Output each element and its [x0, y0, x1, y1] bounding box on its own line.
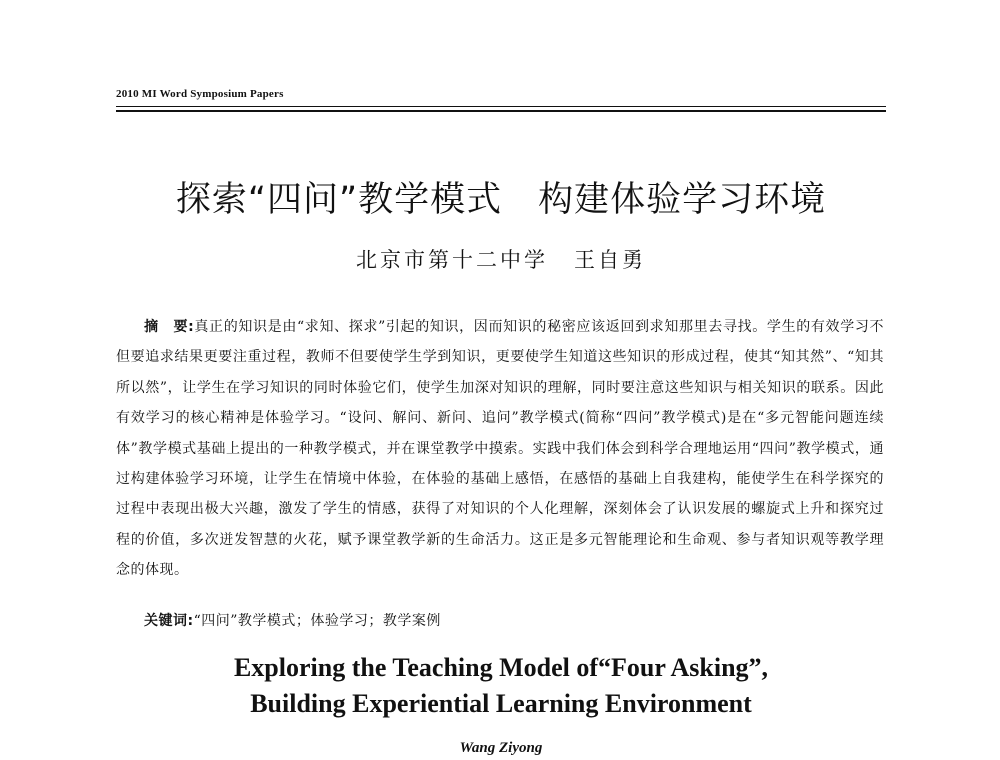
- abstract-label: 摘 要:: [144, 319, 195, 335]
- author-name-chinese: 王自勇: [574, 248, 646, 272]
- title-en-line-1: Exploring the Teaching Model of“Four Asking”,: [233, 653, 769, 682]
- header-rule-thick: [116, 110, 886, 112]
- header-rule-thin: [116, 106, 886, 107]
- paper-title-english: [116, 650, 886, 722]
- running-header: 2010 MI Word Symposium Papers: [116, 88, 284, 100]
- affiliation: 北京市第十二中学: [356, 248, 548, 272]
- author-line: [116, 244, 886, 274]
- abstract: [116, 312, 884, 586]
- title-en-line-2: Building Experiential Learning Environment: [250, 689, 752, 718]
- keywords-label: 关键词:: [144, 613, 194, 629]
- keywords-text: “四问”教学模式；体验学习；教学案例: [193, 613, 441, 629]
- abstract-text: 真正的知识是由“求知、探求”引起的知识，因而知识的秘密应该返回到求知那里去寻找。学生的有效学习不但要追求结果更要注重过程，教师不但要使学生学到知识，更要使学生知道这些知识的形成过程，使其“知其然”、“知其所以然”，让学生在学习知识的同时体验它们，使学生加深对知识的理解，同时要注意这些知识与相关知识的联系。因此有效学习的核心精神是体验学习。“设问、解问、新问、追问”教学模式(简称“四问”教学模式)是在“多元智能问题连续体”教学模式基础上提出的一种教学模式，并在课堂教学中摸索。实践中我们体会到科学合理地运用“四问”教学模式，通过构建体验学习环境，让学生在情境中体验，在体验的基础上感悟，在感悟的基础上自我建构，能使学生在科学探究的过程中表现出极大兴趣，激发了学生的情感，获得了对知识的个人化理解，深刻体会了认识发展的螺旋式上升和探究过程的价值，多次迸发智慧的火花，赋予课堂教学新的生命活力。这正是多元智能理论和生命观、参与者知识观等教学理念的体现。: [116, 319, 885, 579]
- keywords: [144, 610, 884, 630]
- author-name-english: Wang Ziyong: [459, 740, 543, 756]
- paper-title-chinese: 探索“四问”教学模式 构建体验学习环境: [175, 180, 827, 220]
